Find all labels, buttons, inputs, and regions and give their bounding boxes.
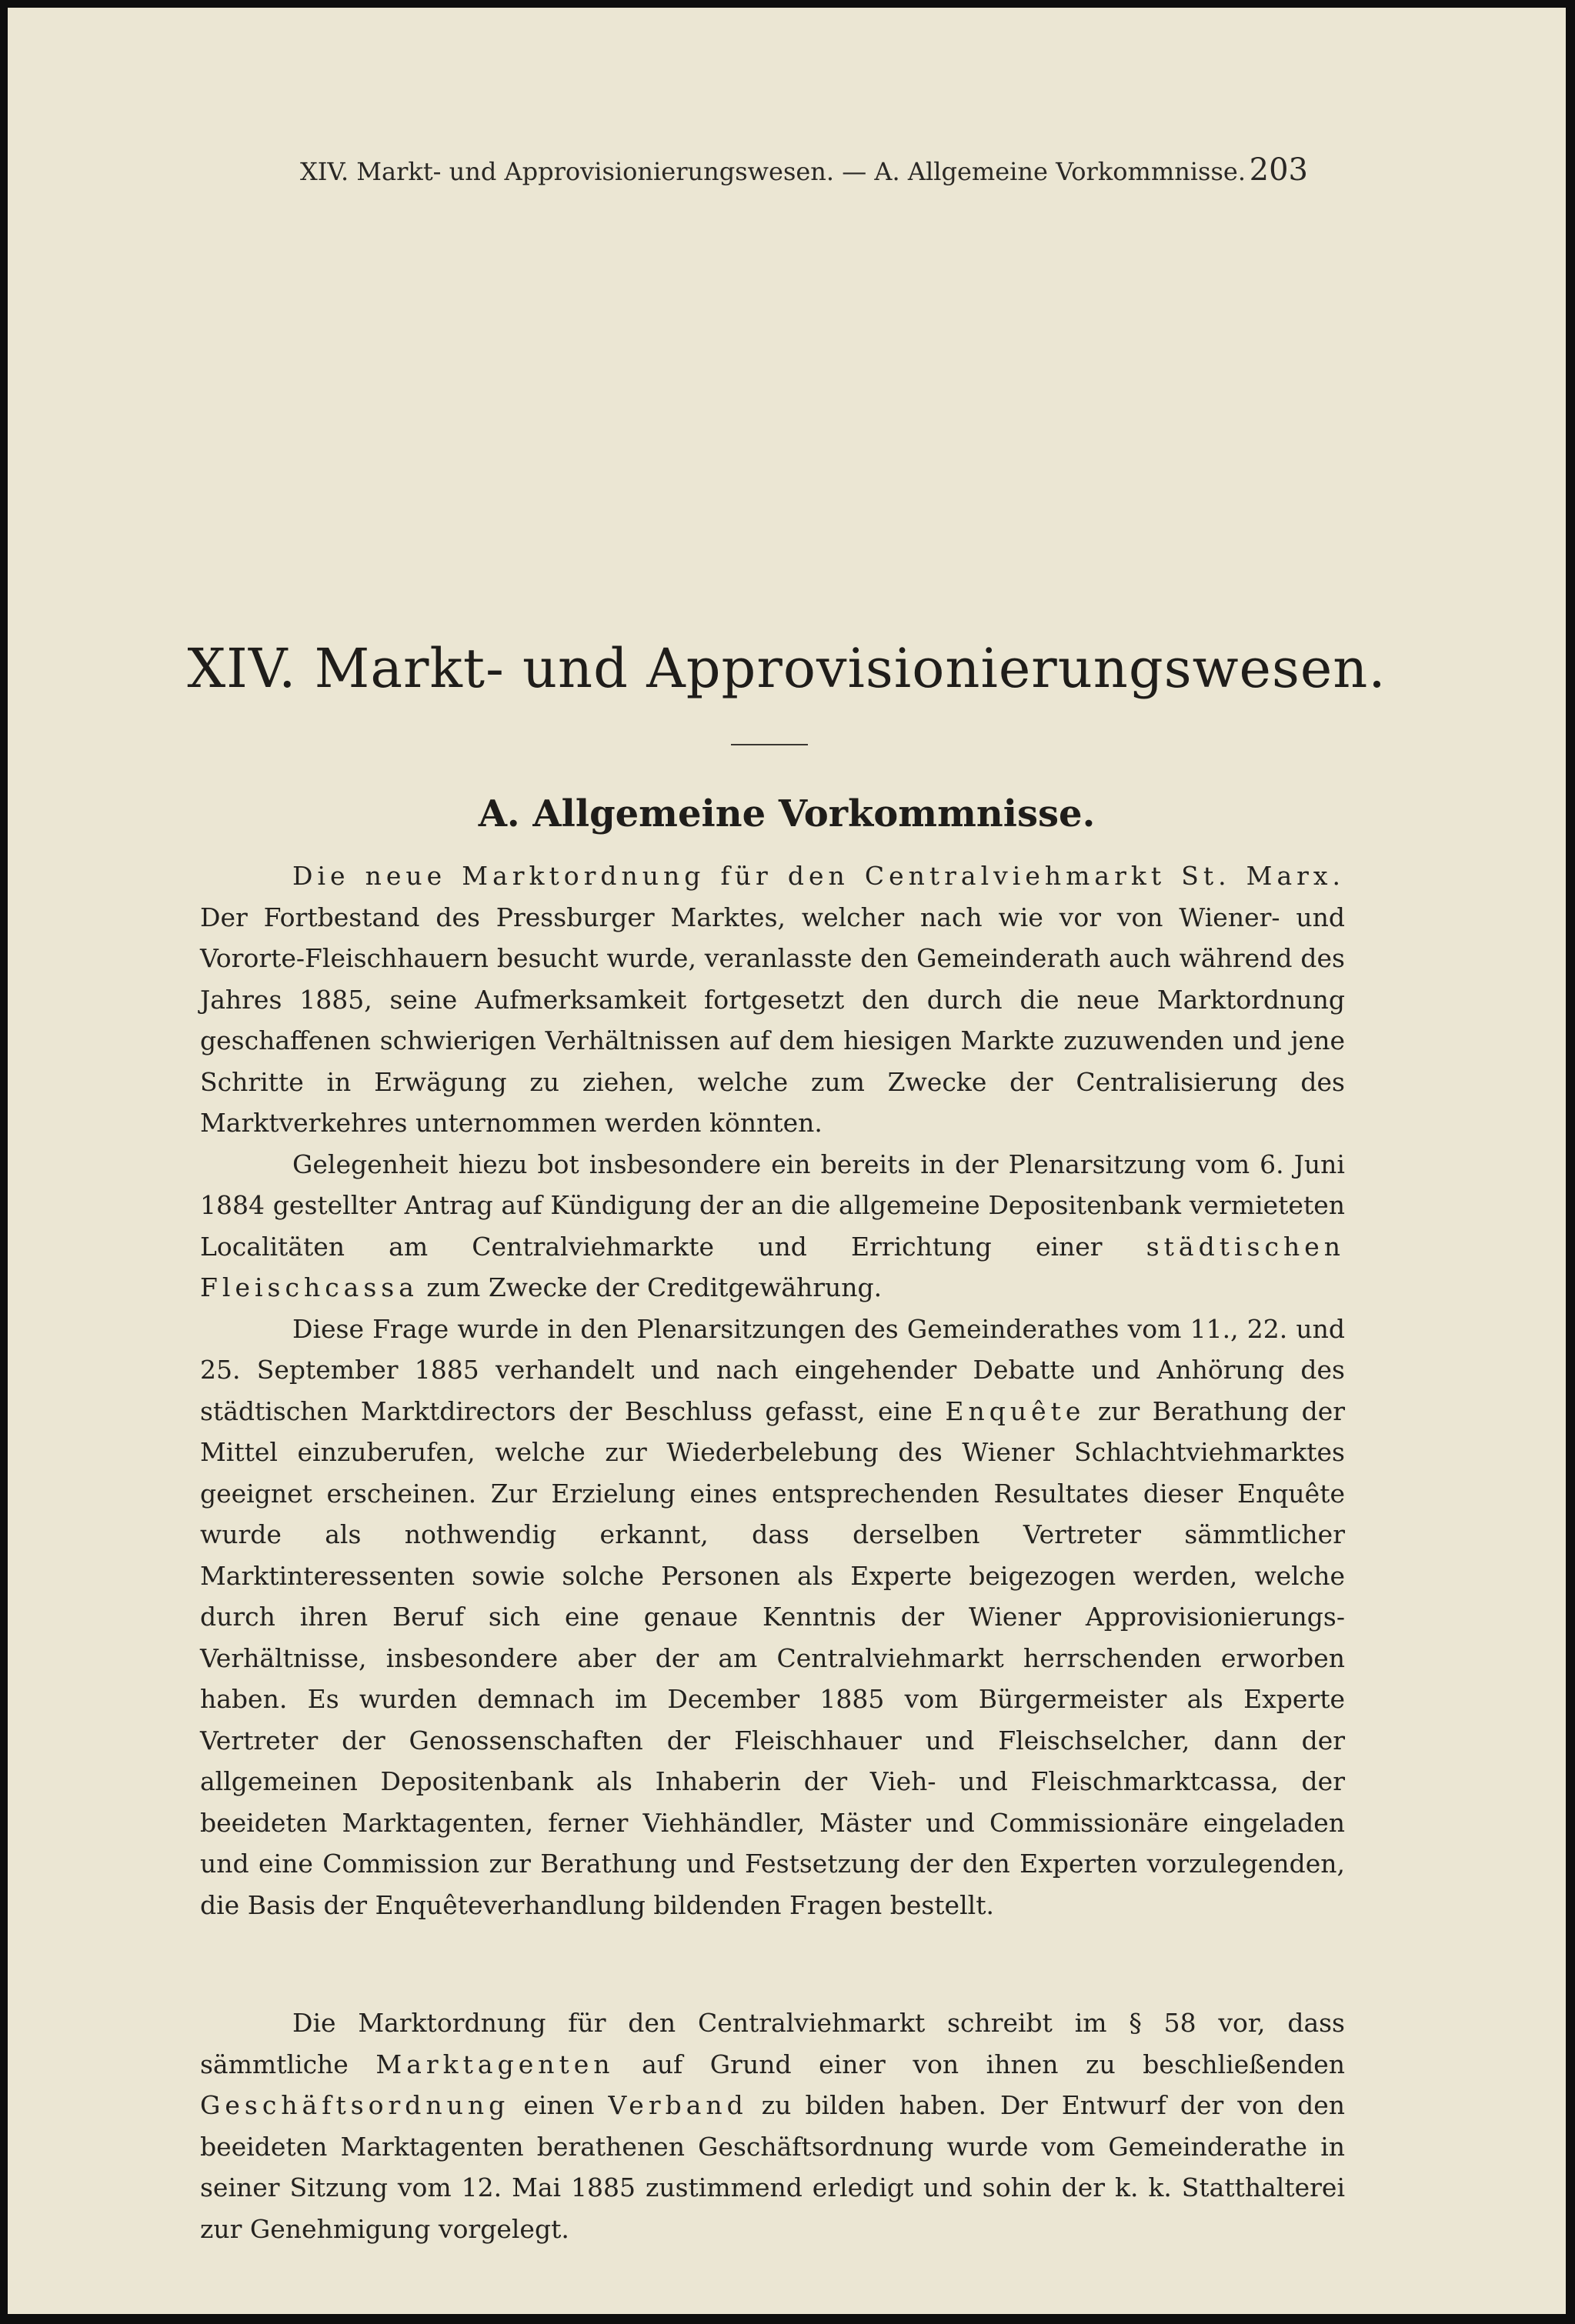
paragraph-4-emphasis-2: Geschäftsordnung: [200, 2090, 510, 2120]
paragraph-1: [200, 855, 1345, 1144]
paragraph-2-text-a: Gelegenheit hiezu bot insbesondere ein bereits in der Plenarsitzung vom 6. Juni 1884 gestellter Antrag auf Kündigung der an die allgemeine Depositenbank vermieteten Localitäten am Centralviehmarkte und Errichtung einer: [200, 1149, 1345, 1262]
running-head: [300, 152, 1308, 198]
paragraph-1-text: Der Fortbestand des Pressburger Marktes, welcher nach wie vor von Wiener- und Vororte-Fleischhauern besucht wurde, veranlasste den Gemeinderath auch während des Jahres 1885, seine Aufmerksamkeit fortgesetzt den durch die neue Marktordnung geschaffenen schwierigen Verhältnissen auf dem hiesigen Markte zuzuwenden und jene Schritte in Erwägung zu ziehen, welche zum Zwecke der Centralisierung des Marktverkehres unternommen werden könnten.: [200, 902, 1345, 1138]
paragraph-4-emphasis-3: Verband: [608, 2090, 748, 2120]
paragraph-3: [200, 1309, 1345, 1926]
paragraph-4-text-b: auf Grund einer von ihnen zu beschließenden: [614, 2049, 1345, 2079]
body-text-lower: [200, 2002, 1345, 2249]
paragraph-4-text-c: einen: [509, 2090, 609, 2120]
body-text-upper: [200, 855, 1345, 1926]
paragraph-1-lead: Die neue Marktordnung für den Centralviehmarkt St. Marx.: [292, 861, 1345, 891]
paragraph-2-text-b: zum Zwecke der Creditgewährung.: [418, 1272, 883, 1302]
paragraph-3-emphasis: Enquête: [945, 1395, 1086, 1426]
document-page: [8, 8, 1566, 2314]
paragraph-3-text-a: Diese Frage wurde in den Plenarsitzungen des Gemeinderathes vom 11., 22. und 25. September 1885 verhandelt und nach eingehender Debatte und Anhörung des städtischen Marktdirectors der Beschluss gefasst, eine: [200, 1313, 1345, 1426]
paragraph-4-text-d: zu bilden haben. Der Entwurf der von den beeideten Marktagenten berathenen Geschäftsordnung wurde vom Gemeinderathe in seiner Sitzung vom 12. Mai 1885 zustimmend erledigt und sohin der k. k. Statthalterei zur Genehmigung vorgelegt.: [200, 2090, 1345, 2244]
title-divider: [731, 744, 808, 745]
section-title: A. Allgemeine Vorkommnisse.: [478, 792, 1096, 835]
page-number: 203: [1249, 152, 1308, 188]
running-head-title: XIV. Markt- und Approvisionierungswesen. — A. Allgemeine Vorkommnisse.: [300, 157, 1246, 186]
paragraph-2-emphasis: städtischen Fleischcassa: [200, 1231, 1345, 1302]
chapter-title: XIV. Markt- und Approvisionierungswesen.: [187, 637, 1386, 700]
paragraph-4-emphasis-1: Marktagenten: [375, 2049, 615, 2079]
paragraph-3-text-b: zur Berathung der Mittel einzuberufen, welche zur Wiederbelebung des Wiener Schlachtviehmarktes geeignet erscheinen. Zur Erzielung eines entsprechenden Resultates dieser Enquête wurde als nothwendig erkannt, dass derselben Vertreter sämmtlicher Marktinteressenten sowie solche Personen als Experte beigezogen werden, welche durch ihren Beruf sich eine genaue Kenntnis der Wiener Approvisionierungs-Verhältnisse, insbesondere aber der am Centralviehmarkt herrschenden erworben haben. Es wurden demnach im December 1885 vom Bürgermeister als Experte Vertreter der Genossenschaften der Fleischhauer und Fleischselcher, dann der allgemeinen Depositenbank als Inhaberin der Vieh- und Fleischmarktcassa, der beeideten Marktagenten, ferner Viehhändler, Mäster und Commissionäre eingeladen und eine Commission zur Berathung und Festsetzung der den Experten vorzulegenden, die Basis der Enquêteverhandlung bildenden Fragen bestellt.: [200, 1395, 1346, 1920]
paragraph-4: [200, 2002, 1345, 2249]
paragraph-4-text-a: Die Marktordnung für den Centralviehmarkt schreibt im § 58 vor, dass sämmtliche: [200, 2008, 1345, 2079]
paragraph-2: [200, 1144, 1345, 1309]
